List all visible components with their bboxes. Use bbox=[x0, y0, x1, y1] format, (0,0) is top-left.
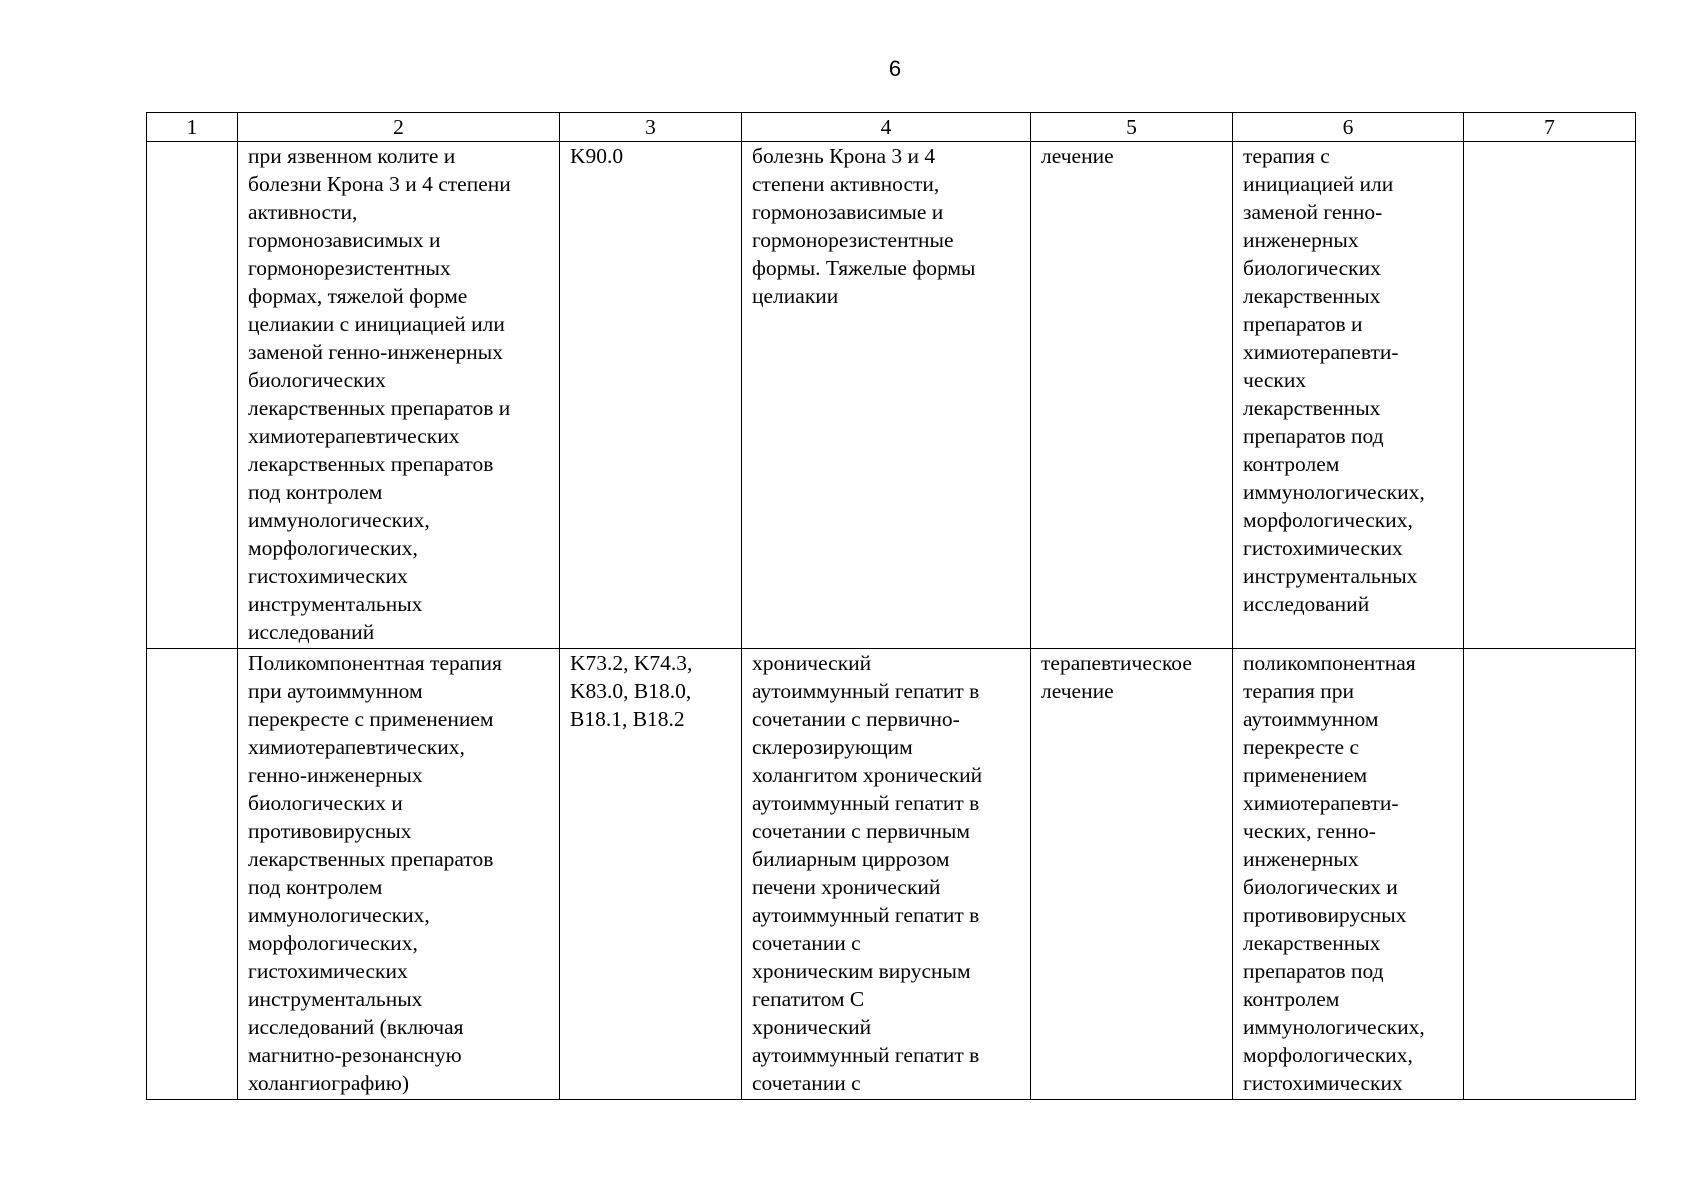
column-number-4: 4 bbox=[742, 113, 1031, 142]
cell-patient-model: хронический аутоиммунный гепатит в сочетании с первично- склерозирующим холангитом хронический аутоиммунный гепатит в сочетании с первичным билиарным циррозом печени хронический аутоиммунный гепатит в сочетании с хроническим вирусным гепатитом C хронический аутоиммунный гепатит в сочетании с bbox=[742, 649, 1031, 1100]
table-row bbox=[147, 649, 1636, 1100]
cell-patient-model: болезнь Крона 3 и 4 степени активности, гормонозависимые и гормонорезистентные формы. Тяжелые формы целиакии bbox=[742, 142, 1031, 649]
cell-icd-codes: K90.0 bbox=[560, 142, 742, 649]
cell-service-description: Поликомпонентная терапия при аутоиммунном перекресте с применением химиотерапевтических, генно-инженерных биологических и противовирусных лекарственных препаратов под контролем иммунологических, морфологических, гистохимических инструментальных исследований (включая магнитно-резонансную холангиографию) bbox=[238, 649, 560, 1100]
cell-service-description: при язвенном колите и болезни Крона 3 и 4 степени активности, гормонозависимых и гормонорезистентных формах, тяжелой форме целиакии с инициацией или заменой генно-инженерных биологических лекарственных препаратов и химиотерапевтических лекарственных препаратов под контролем иммунологических, морфологических, гистохимических инструментальных исследований bbox=[238, 142, 560, 649]
column-number-5: 5 bbox=[1031, 113, 1233, 142]
cell-cost bbox=[1464, 649, 1636, 1100]
medical-services-table bbox=[146, 112, 1636, 1100]
cell-row-number bbox=[147, 649, 238, 1100]
column-number-2: 2 bbox=[238, 113, 560, 142]
column-number-1: 1 bbox=[147, 113, 238, 142]
column-number-7: 7 bbox=[1464, 113, 1636, 142]
column-number-row bbox=[147, 113, 1636, 142]
column-number-3: 3 bbox=[560, 113, 742, 142]
page-number: 6 bbox=[888, 56, 902, 81]
column-number-6: 6 bbox=[1233, 113, 1464, 142]
cell-cost bbox=[1464, 142, 1636, 649]
cell-treatment-method: поликомпонентная терапия при аутоиммунном перекресте с применением химиотерапевти- ческих, генно- инженерных биологических и противовирусных лекарственных препаратов под контролем иммунологических, морфологических, гистохимических bbox=[1233, 649, 1464, 1100]
cell-treatment-type: терапевтическое лечение bbox=[1031, 649, 1233, 1100]
table-row bbox=[147, 142, 1636, 649]
cell-row-number bbox=[147, 142, 238, 649]
cell-icd-codes: K73.2, K74.3, K83.0, B18.0, B18.1, B18.2 bbox=[560, 649, 742, 1100]
cell-treatment-type: лечение bbox=[1031, 142, 1233, 649]
cell-treatment-method: терапия с инициацией или заменой генно- инженерных биологических лекарственных препаратов и химиотерапевти- ческих лекарственных препаратов под контролем иммунологических, морфологических, гистохимических инструментальных исследований bbox=[1233, 142, 1464, 649]
